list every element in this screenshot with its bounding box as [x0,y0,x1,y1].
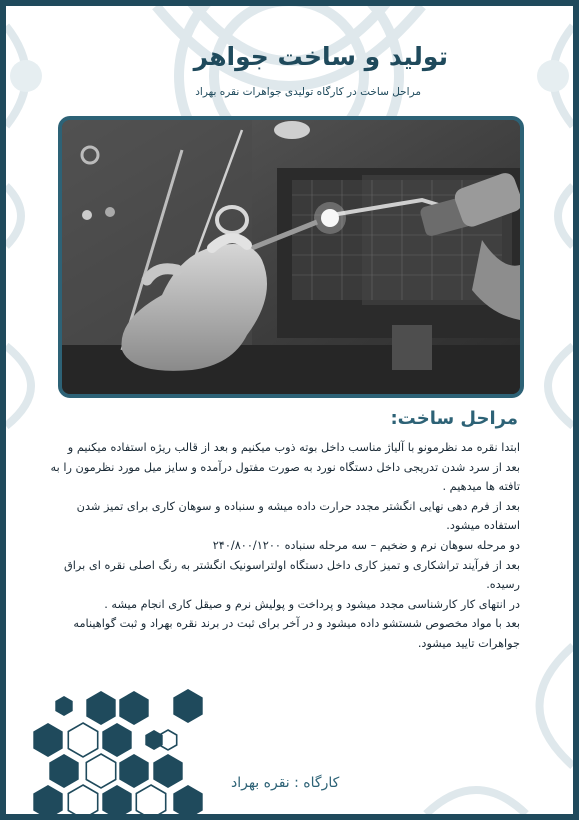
paragraph-polishing: در انتهای کار کارشناسی مجدد میشود و پرداخت و پولیش نرم و صیقل کاری انجام میشه . [104,597,520,611]
section-heading: مراحل ساخت: [390,408,518,429]
paragraph-forming: بعد از فرم دهی نهایی انگشتر مجدد حرارت داده میشه و سنباده و سوهان کاری برای تمیز شدن استفاده میشود. [76,499,520,533]
paragraph-washing-certification: بعد با مواد مخصوص شستشو داده میشود و در آخر برای ثبت در برند نقره بهراد و ثبت گواهینامه جواهرات تایید میشود. [73,617,520,650]
hexagon-pattern-decoration [26,688,206,814]
footer-workshop-name: کارگاه : نقره بهراد [231,775,340,791]
workshop-photo [58,116,524,398]
paragraph-ultrasonic: بعد از فرآیند تراشکاری و تمیز کاری داخل دستگاه اولتراسونیک انگشتر به رنگ اصلی نقره ای براق رسیده. [64,558,520,592]
steps-text [50,438,520,654]
page-subtitle: مراحل ساخت در کارگاه تولیدی جواهرات نقره بهراد [195,86,421,98]
page-title: تولید و ساخت جواهر [193,42,448,71]
jewelry-workshop-photo-icon [62,120,520,394]
paragraph-filing-sanding: دو مرحله سوهان نرم و ضخیم – سه مرحله سنباده ۲۴۰/۸۰۰/۱۲۰۰ [212,538,520,552]
paragraph-melting: ابتدا نقره مد نظرمونو با آلیاژ مناسب داخل بوته ذوب میکنیم و بعد از قالب ریژه استفاده میکنیم و بعد از سرد شدن تدریجی داخل دستگاه نورد به صورت مفتول درآمده و سایز میل مورد نظرمون را به تافته ها میدهیم . [50,441,520,494]
